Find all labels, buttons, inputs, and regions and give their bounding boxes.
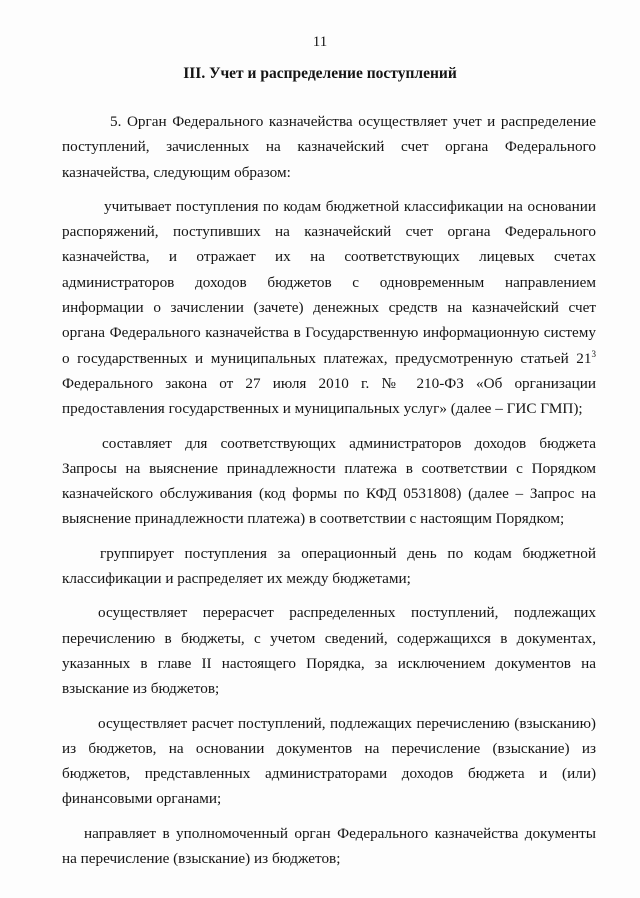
paragraph-recalculation: осуществляет перерасчет распределенных поступлений, подлежащих перечислению в бюджеты, с учетом сведений, содержащихся в документах, указанных в главе II настоящего Порядка, за исключением документов на взыскание из бюджетов; [62, 604, 596, 698]
paragraph-groups-receipts: группирует поступления за операционный день по кодам бюджетной классификации и распределяет их между бюджетами; [62, 544, 596, 588]
section-title: III. Учет и распределение поступлений [183, 65, 457, 82]
paragraph-text-part: учитывает поступления по кодам бюджетной классификации на основании распоряжений, поступивших на казначейский счет органа Федерального казначейства, и отражает их на соответствующих лицевых счетах администраторов доходов бюджетов с одновременным направлением информации о зачислении (зачете) денежных средств на казначейский счет органа Федерального казначейства в Государственную информационную систему о государственных и муниципальных платежах, предусмотренную статьей 21 [62, 197, 596, 367]
paragraph-sends-documents: направляет в уполномоченный орган Федерального казначейства документы на перечисление (взыскание) из бюджетов; [62, 824, 596, 868]
page-number: 11 [312, 34, 328, 50]
superscript: 3 [591, 348, 596, 359]
paragraph-compiles-requests: составляет для соответствующих администраторов доходов бюджета Запросы на выяснение принадлежности платежа в соответствии с Порядком казначейского обслуживания (код формы по КФД 0531808) (далее – Запрос на выяснение принадлежности платежа) в соответствии с настоящим Порядком; [62, 434, 596, 528]
paragraph-intro: 5. Орган Федерального казначейства осуществляет учет и распределение поступлений, зачисленных на казначейский счет органа Федерального казначейства, следующим образом: [62, 113, 596, 181]
paragraph-calculation: осуществляет расчет поступлений, подлежащих перечислению (взысканию) из бюджетов, на основании документов на перечисление (взыскание) из бюджетов, представленных администраторами доходов бюджета и (или) финансовыми органами; [62, 714, 596, 808]
body-text [62, 109, 596, 880]
paragraph-records-receipts [62, 194, 596, 422]
paragraph-text-part: Федерального закона от 27 июля 2010 г. № 210-ФЗ «Об организации предоставления государственных и муниципальных услуг» (далее – ГИС ГМП); [62, 374, 596, 418]
